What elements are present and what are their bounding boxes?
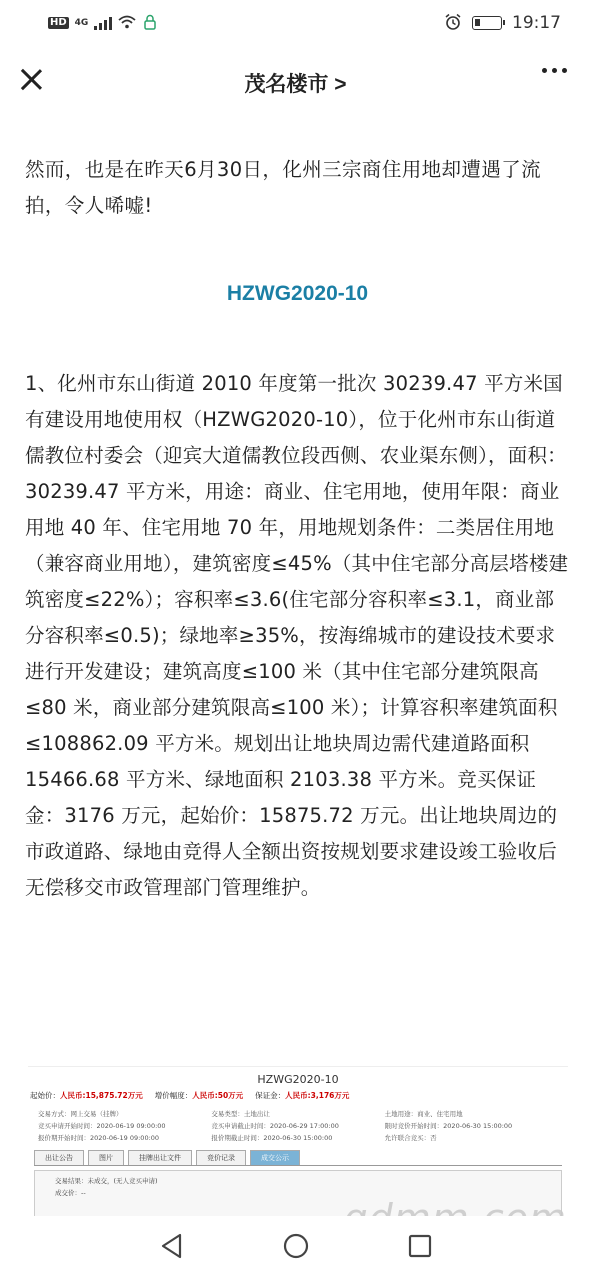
article-body (25, 152, 570, 906)
close-icon[interactable] (16, 64, 46, 94)
embed-info-cell: 交易方式：网上交易（挂牌） (38, 1110, 123, 1118)
alarm-icon (444, 13, 462, 34)
embed-deal-price-value: -- (81, 1189, 86, 1197)
recent-apps-icon[interactable] (407, 1233, 433, 1263)
embed-info-grid (28, 1105, 568, 1146)
account-title-link[interactable]: 茂名楼市 > (244, 73, 347, 96)
more-icon[interactable] (542, 68, 567, 73)
embed-tab: 出让公告 (34, 1150, 84, 1165)
embed-result-label: 交易结果： (55, 1177, 88, 1185)
embed-info-cell: 竞买申请开始时间：2020-06-19 09:00:00 (38, 1122, 166, 1130)
embed-prices (28, 1086, 568, 1105)
embed-tab: 竞价记录 (196, 1150, 246, 1165)
embed-tab: 挂牌出让文件 (128, 1150, 192, 1165)
signal-icon (94, 16, 112, 30)
embed-tab-active: 成交公示 (250, 1150, 300, 1165)
embed-info-cell: 限时竞价开始时间：2020-06-30 15:00:00 (384, 1122, 513, 1130)
article-paragraph-details: 1、化州市东山街道 2010 年度第一批次 30239.47 平方米国有建设用地使用权（HZWG2020-10），位于化州市东山街道儒教位村委会（迎宾大道儒教位段西侧、农业渠东侧），面积：30239.47 平方米，用途：商业、住宅用地，使用年限：商业用地 40 年、住宅用地 70 年，用地规划条件：二类居住用地（兼容商业用地），建筑密度≤45%（其中住宅部分高层塔楼建筑密度≤22%）；容积率≤3.6(住宅部分容积率≤3.1，商业部分容积率≤0.5)；绿地率≥35%，按海绵城市的建设技术要求进行开发建设；建筑高度≤100 米（其中住宅部分建筑限高≤80 米，商业部分建筑限高≤100 米）；计算容积率建筑面积≤108862.09 平方米。规划出让地块周边需代建道路面积 15466.68 平方米、绿地面积 2103.38 平方米。竞买保证金：3176 万元，起始价：15875.72 万元。出让地块周边的市政道路、绿地由竞得人全额出资按规划要求建设竣工验收后无偿移交市政管理部门管理维护。 (25, 372, 569, 899)
embed-info-cell: 土地用途：商业、住宅用地 (384, 1110, 463, 1118)
embed-info-cell: 报价期开始时间：2020-06-19 09:00:00 (38, 1134, 160, 1142)
back-icon[interactable] (159, 1232, 185, 1264)
embed-increment: 增价幅度：人民币:50万元 (154, 1091, 244, 1100)
article-paragraph-intro: 然而，也是在昨天6月30日，化州三宗商住用地却遭遇了流拍，令人唏嘘! (25, 158, 542, 217)
embed-tabs (34, 1150, 562, 1166)
wifi-icon (118, 15, 136, 32)
embed-deal-price-label: 成交价： (55, 1189, 81, 1197)
status-bar (0, 0, 591, 46)
vpn-lock-icon (142, 14, 158, 33)
system-nav-bar (0, 1216, 591, 1280)
embed-info-cell: 交易类型：土地出让 (211, 1110, 270, 1118)
embed-tab: 图片 (88, 1150, 124, 1165)
status-left (48, 14, 158, 33)
battery-icon (472, 16, 502, 30)
article-subtitle: HZWG2020-10 (226, 282, 369, 305)
embed-info-cell: 允许联合竞买：否 (384, 1134, 437, 1142)
hd-indicator: HD (50, 17, 67, 28)
embed-result-value: 未成交，(无人竞买申请) (87, 1177, 158, 1185)
embed-info-cell: 竞买申请截止时间：2020-06-29 17:00:00 (211, 1122, 339, 1130)
embed-title: HZWG2020-10 (257, 1073, 339, 1086)
network-type: 4G (74, 18, 89, 28)
clock: 19:17 (512, 13, 561, 33)
embed-deposit: 保证金：人民币:3,176万元 (255, 1091, 350, 1100)
app-header (0, 50, 591, 116)
status-right (444, 13, 561, 34)
embed-start-price: 起始价：人民币:15,875.72万元 (30, 1091, 143, 1100)
home-icon[interactable] (282, 1232, 310, 1264)
embed-info-cell: 报价期截止时间：2020-06-30 15:00:00 (211, 1134, 333, 1142)
